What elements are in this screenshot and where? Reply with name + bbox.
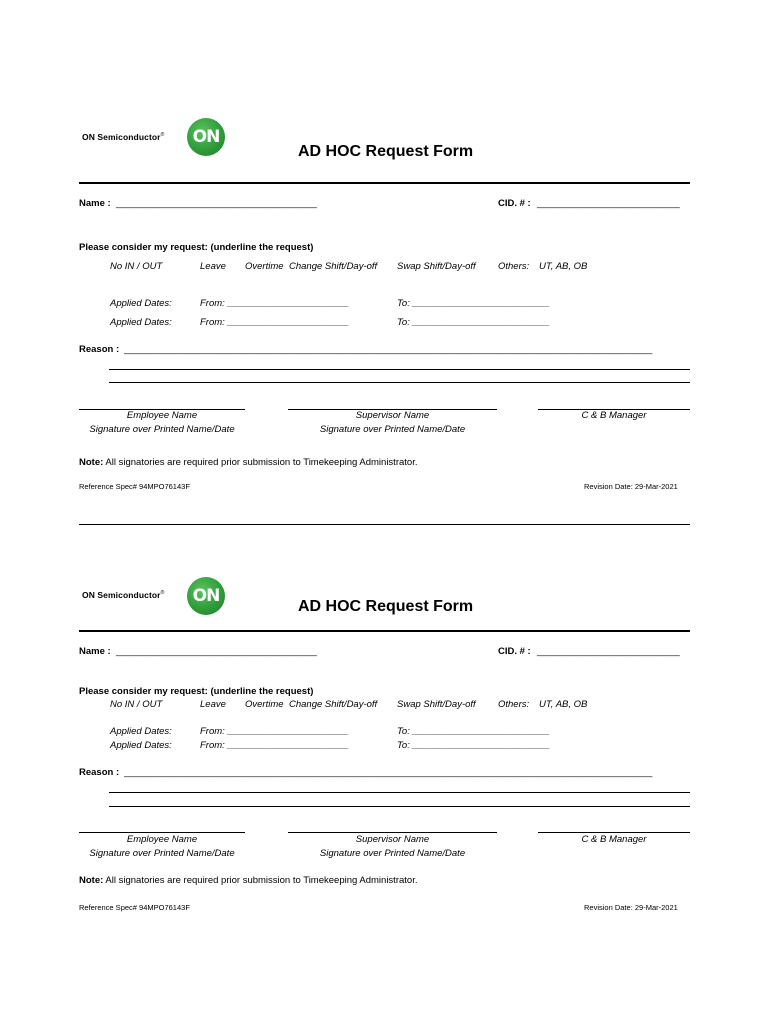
- from-date-field[interactable]: From: _______________________: [200, 726, 349, 737]
- company-logo-text: ON Semiconductor®: [82, 590, 165, 600]
- reason-line-3[interactable]: [109, 382, 690, 383]
- request-heading: Please consider my request: (underline the request): [79, 686, 314, 697]
- to-date-field[interactable]: To: __________________________: [397, 317, 550, 328]
- form-title: AD HOC Request Form: [298, 143, 474, 160]
- from-date-field[interactable]: From: _______________________: [200, 317, 349, 328]
- note-label: Note:: [79, 875, 104, 886]
- option-no-in-out[interactable]: No IN / OUT: [110, 261, 163, 272]
- option-overtime[interactable]: Overtime: [245, 261, 284, 272]
- applied-dates-label: Applied Dates:: [110, 726, 172, 737]
- to-date-field[interactable]: To: __________________________: [397, 298, 550, 309]
- note: [79, 457, 417, 468]
- reference-spec: Reference Spec# 94MPO76143F: [79, 482, 190, 491]
- name-field[interactable]: ______________________________________: [116, 198, 317, 209]
- employee-name-caption: Employee Name: [126, 410, 198, 421]
- name-label: Name :: [79, 198, 111, 209]
- option-no-in-out[interactable]: No IN / OUT: [110, 699, 163, 710]
- reason-field[interactable]: ____________________________________________________________________________________________________: [124, 344, 653, 355]
- employee-name-caption: Employee Name: [126, 834, 198, 845]
- cid-field[interactable]: ___________________________: [537, 198, 680, 209]
- supervisor-signature-caption: Signature over Printed Name/Date: [319, 424, 466, 435]
- form-title: AD HOC Request Form: [298, 598, 474, 615]
- supervisor-signature-caption: Signature over Printed Name/Date: [319, 848, 466, 859]
- company-logo-icon: ON: [187, 577, 225, 615]
- applied-dates-label: Applied Dates:: [110, 317, 172, 328]
- option-change-shift[interactable]: Change Shift/Day-off: [289, 699, 378, 710]
- option-change-shift[interactable]: Change Shift/Day-off: [289, 261, 378, 272]
- option-leave[interactable]: Leave: [200, 261, 226, 272]
- reason-line-3[interactable]: [109, 806, 690, 807]
- from-date-field[interactable]: From: _______________________: [200, 298, 349, 309]
- applied-dates-label: Applied Dates:: [110, 298, 172, 309]
- cb-manager-signature-line[interactable]: [538, 832, 690, 833]
- revision-date: Revision Date: 29-Mar-2021: [584, 903, 678, 912]
- reason-field[interactable]: ____________________________________________________________________________________________________: [124, 767, 653, 778]
- header-divider: [79, 182, 690, 184]
- to-date-field[interactable]: To: __________________________: [397, 726, 550, 737]
- employee-signature-line[interactable]: [79, 832, 245, 833]
- employee-signature-caption: Signature over Printed Name/Date: [89, 848, 235, 859]
- reason-line-2[interactable]: [109, 369, 690, 370]
- from-date-field[interactable]: From: _______________________: [200, 740, 349, 751]
- note: [79, 875, 417, 886]
- reason-label: Reason :: [79, 344, 120, 355]
- supervisor-signature-line[interactable]: [288, 832, 497, 833]
- employee-signature-caption: Signature over Printed Name/Date: [89, 424, 235, 435]
- company-logo-text: ON Semiconductor®: [82, 132, 165, 142]
- option-overtime[interactable]: Overtime: [245, 699, 284, 710]
- company-logo-icon: ON: [187, 118, 225, 156]
- reference-spec: Reference Spec# 94MPO76143F: [79, 903, 190, 912]
- header-divider: [79, 630, 690, 632]
- applied-dates-label: Applied Dates:: [110, 740, 172, 751]
- request-heading: Please consider my request: (underline the request): [79, 242, 314, 253]
- note-text: All signatories are required prior submission to Timekeeping Administrator.: [105, 457, 418, 468]
- option-others-values[interactable]: UT, AB, OB: [539, 261, 588, 272]
- name-field[interactable]: ______________________________________: [116, 646, 317, 657]
- option-leave[interactable]: Leave: [200, 699, 226, 710]
- cid-label: CID. # :: [498, 198, 531, 209]
- reason-label: Reason :: [79, 767, 120, 778]
- supervisor-name-caption: Supervisor Name: [355, 834, 430, 845]
- option-others-label: Others:: [498, 261, 530, 272]
- note-text: All signatories are required prior submission to Timekeeping Administrator.: [105, 875, 418, 886]
- cb-manager-caption: C & B Manager: [581, 410, 647, 421]
- cid-label: CID. # :: [498, 646, 531, 657]
- reason-line-2[interactable]: [109, 792, 690, 793]
- cb-manager-caption: C & B Manager: [581, 834, 647, 845]
- option-others-values[interactable]: UT, AB, OB: [539, 699, 588, 710]
- name-label: Name :: [79, 646, 111, 657]
- revision-date: Revision Date: 29-Mar-2021: [584, 482, 678, 491]
- form-separator: [79, 524, 690, 525]
- option-others-label: Others:: [498, 699, 530, 710]
- option-swap-shift[interactable]: Swap Shift/Day-off: [397, 261, 476, 272]
- to-date-field[interactable]: To: __________________________: [397, 740, 550, 751]
- option-swap-shift[interactable]: Swap Shift/Day-off: [397, 699, 476, 710]
- cid-field[interactable]: ___________________________: [537, 646, 680, 657]
- supervisor-name-caption: Supervisor Name: [355, 410, 430, 421]
- note-label: Note:: [79, 457, 104, 468]
